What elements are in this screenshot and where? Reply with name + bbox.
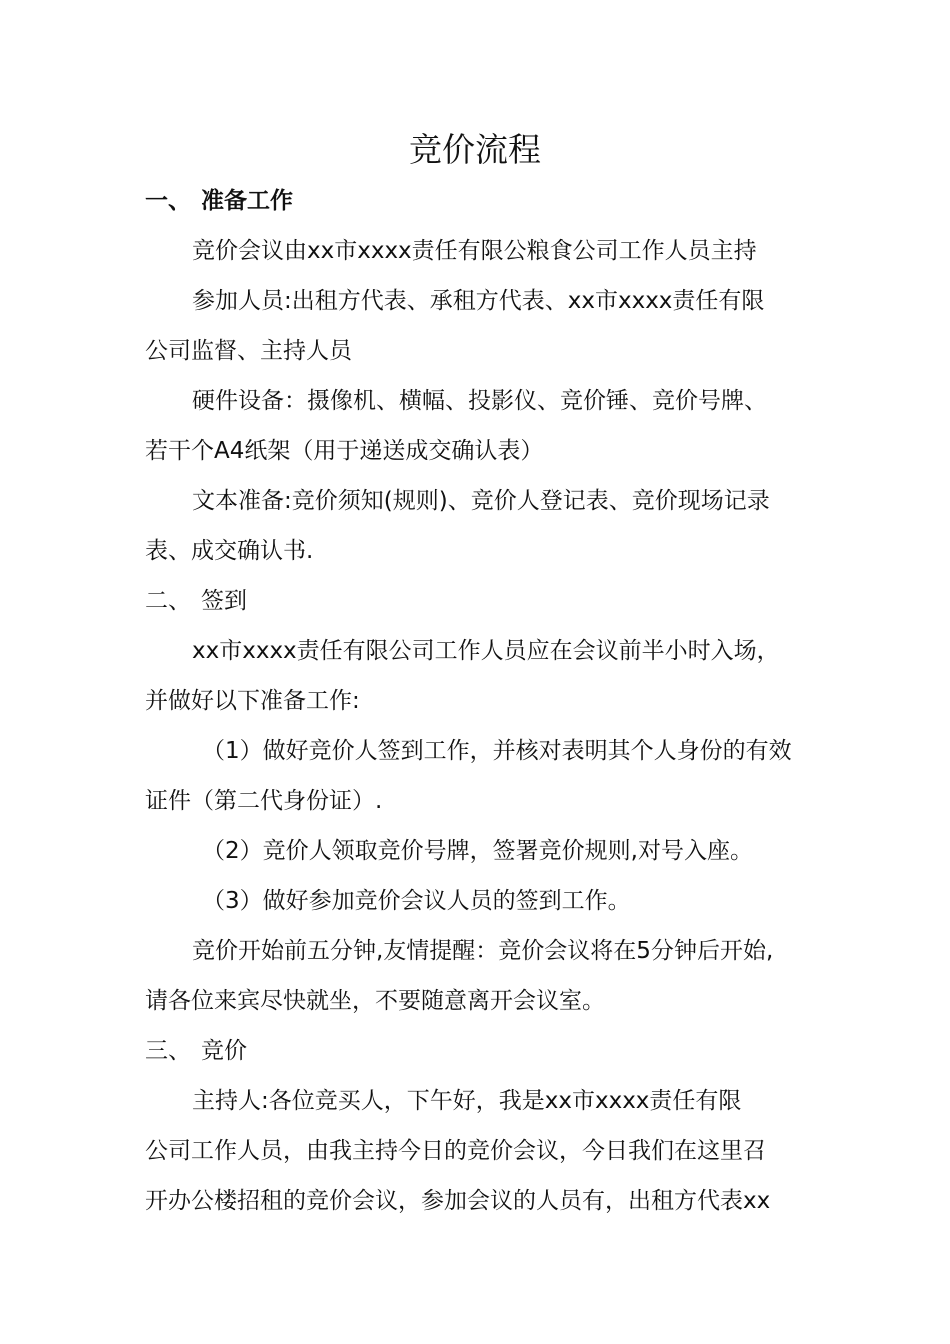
list-item-line: （2）竞价人领取竞价号牌，签署竞价规则,对号入座。 — [202, 838, 753, 864]
section-heading-1 — [145, 176, 810, 226]
paragraph-line: 公司监督、主持人员 — [145, 338, 352, 364]
document-title: 竞价流程 — [409, 130, 541, 169]
paragraph-line: 表、成交确认书. — [145, 538, 314, 564]
paragraph-line: 若干个A4纸架（用于递送成交确认表） — [145, 438, 544, 464]
paragraph-line: 参加人员:出租方代表、承租方代表、xx市xxxx责任有限 — [192, 288, 765, 314]
paragraph-line: 并做好以下准备工作: — [145, 688, 360, 714]
paragraph-line: 文本准备:竞价须知(规则)、竞价人登记表、竞价现场记录 — [192, 488, 770, 514]
section-number: 三、 — [145, 1038, 191, 1064]
section-title: 准备工作 — [201, 188, 293, 214]
paragraph-line: xx市xxxx责任有限公司工作人员应在会议前半小时入场， — [192, 638, 780, 664]
section-title: 签到 — [201, 588, 247, 614]
section-title: 竞价 — [201, 1038, 247, 1064]
paragraph-line: 开办公楼招租的竞价会议，参加会议的人员有，出租方代表xx — [145, 1188, 771, 1214]
list-item-line: （1）做好竞价人签到工作，并核对表明其个人身份的有效 — [202, 738, 792, 764]
document-body — [145, 176, 810, 1226]
list-item-line: （3）做好参加竞价会议人员的签到工作。 — [202, 888, 631, 914]
section-heading-2 — [145, 576, 810, 626]
paragraph-line: 公司工作人员，由我主持今日的竞价会议，今日我们在这里召 — [145, 1138, 766, 1164]
paragraph-line: 主持人:各位竞买人，下午好，我是xx市xxxx责任有限 — [192, 1088, 742, 1114]
section-heading-3 — [145, 1026, 810, 1076]
section-number: 二、 — [145, 588, 191, 614]
section-number: 一、 — [145, 188, 191, 214]
paragraph-line: 竞价开始前五分钟,友情提醒：竞价会议将在5分钟后开始, — [192, 938, 774, 964]
paragraph-line: 证件（第二代身份证）. — [145, 788, 383, 814]
paragraph-line: 硬件设备：摄像机、横幅、投影仪、竞价锤、竞价号牌、 — [192, 388, 767, 414]
paragraph-line: 请各位来宾尽快就坐，不要随意离开会议室。 — [145, 988, 605, 1014]
paragraph-line: 竞价会议由xx市xxxx责任有限公粮食公司工作人员主持 — [192, 238, 757, 264]
